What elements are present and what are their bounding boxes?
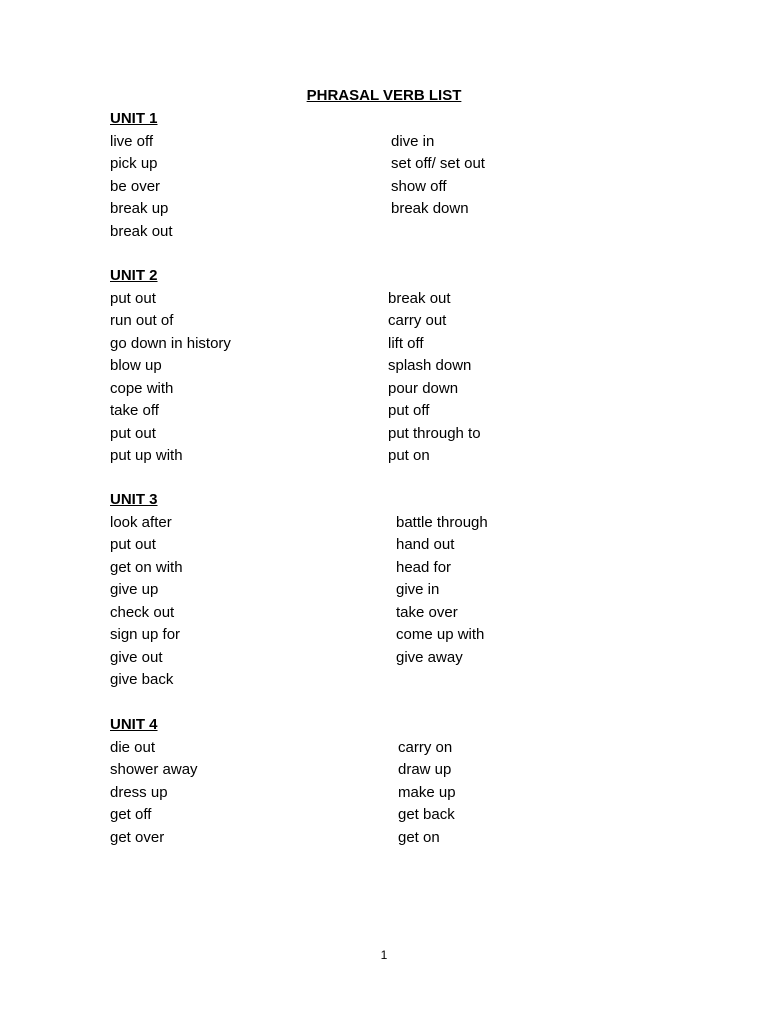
verb-row [110, 333, 670, 356]
phrasal-verb: battle through [396, 513, 488, 531]
phrasal-verb: give up [110, 581, 159, 598]
phrasal-verb: come up with [396, 626, 485, 643]
verb-row [110, 759, 670, 782]
verb-row [110, 445, 670, 468]
verb-row [110, 579, 670, 602]
phrasal-verb: put up with [110, 447, 183, 464]
unit-2-section [110, 265, 670, 468]
phrasal-verb: put out [110, 289, 156, 307]
phrasal-verb: put off [388, 402, 430, 419]
verb-row [110, 557, 670, 580]
phrasal-verb: look after [110, 513, 172, 531]
phrasal-verb: put out [110, 424, 156, 442]
phrasal-verb: dress up [110, 783, 168, 801]
phrasal-verb: get over [110, 828, 165, 846]
phrasal-verb: make up [398, 783, 456, 801]
phrasal-verb: break out [388, 289, 451, 307]
phrasal-verb: give in [396, 581, 440, 598]
verb-row [110, 310, 670, 333]
unit-heading: UNIT 1 [110, 110, 158, 127]
phrasal-verb: die out [110, 738, 156, 756]
phrasal-verb: put out [110, 536, 156, 553]
phrasal-verb: blow up [110, 357, 162, 374]
phrasal-verb: splash down [388, 357, 472, 374]
verb-row [110, 782, 670, 805]
verb-row [110, 827, 670, 850]
phrasal-verb: cope with [110, 379, 174, 397]
phrasal-verb: hand out [396, 536, 455, 553]
phrasal-verb: live off [110, 132, 154, 150]
phrasal-verb: pour down [388, 379, 459, 397]
phrasal-verb: take over [396, 603, 458, 621]
phrasal-verb: give back [110, 671, 174, 688]
phrasal-verb: show off [391, 177, 447, 195]
unit-heading: UNIT 4 [110, 716, 158, 733]
phrasal-verb: put on [388, 447, 430, 464]
verb-row [110, 400, 670, 423]
verb-row [110, 176, 670, 199]
unit-heading: UNIT 2 [110, 267, 158, 284]
phrasal-verb: draw up [398, 761, 452, 778]
phrasal-verb: break out [110, 222, 173, 240]
verb-row [110, 423, 670, 446]
verb-row [110, 512, 670, 535]
verb-row [110, 669, 670, 692]
phrasal-verb: get on with [110, 558, 183, 576]
unit-1-section [110, 108, 670, 243]
phrasal-verb: run out of [110, 312, 174, 329]
phrasal-verb: carry on [398, 738, 453, 756]
verb-row [110, 624, 670, 647]
phrasal-verb: check out [110, 603, 175, 621]
verb-row [110, 288, 670, 311]
verb-row [110, 534, 670, 557]
unit-3-section [110, 489, 670, 692]
phrasal-verb: lift off [388, 334, 424, 352]
phrasal-verb: carry out [388, 312, 447, 329]
verb-row [110, 737, 670, 760]
page-number: 1 [380, 948, 388, 962]
unit-4-section [110, 714, 670, 849]
phrasal-verb: get back [398, 806, 455, 823]
phrasal-verb: break down [391, 200, 469, 217]
phrasal-verb: sign up for [110, 626, 181, 643]
verb-row [110, 804, 670, 827]
verb-row [110, 647, 670, 670]
phrasal-verb: get off [110, 806, 152, 823]
document-title: PHRASAL VERB LIST [306, 87, 462, 104]
verb-row [110, 378, 670, 401]
phrasal-verb: set off/ set out [391, 155, 485, 172]
phrasal-verb: break up [110, 200, 169, 217]
verb-row [110, 198, 670, 221]
phrasal-verb: get on [398, 828, 440, 846]
phrasal-verb: give out [110, 648, 163, 666]
verb-row [110, 131, 670, 154]
verb-row [110, 221, 670, 244]
phrasal-verb: give away [396, 648, 463, 666]
verb-row [110, 602, 670, 625]
phrasal-verb: go down in history [110, 334, 231, 352]
phrasal-verb: be over [110, 177, 161, 195]
verb-row [110, 153, 670, 176]
phrasal-verb: dive in [391, 132, 435, 150]
verb-row [110, 355, 670, 378]
phrasal-verb: pick up [110, 155, 158, 172]
phrasal-verb: put through to [388, 424, 481, 442]
phrasal-verb: take off [110, 402, 159, 419]
phrasal-verb: shower away [110, 761, 198, 778]
unit-heading: UNIT 3 [110, 491, 158, 508]
phrasal-verb: head for [396, 558, 452, 576]
